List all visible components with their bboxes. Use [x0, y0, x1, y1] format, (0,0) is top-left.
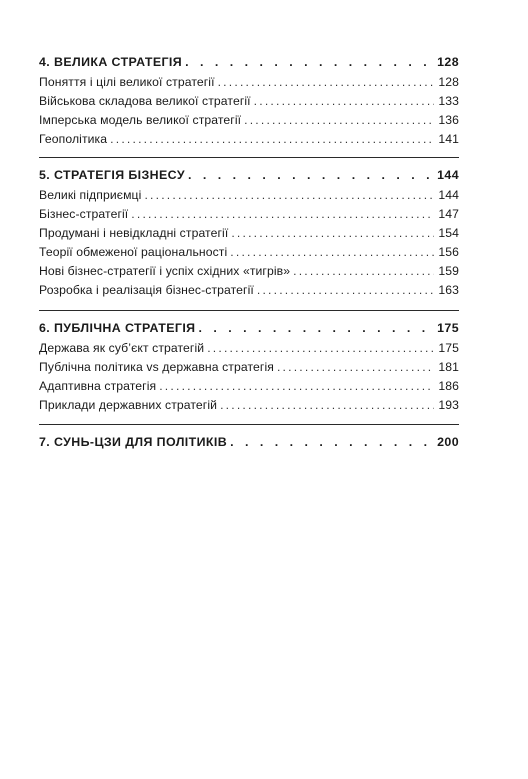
dot-leader [277, 358, 434, 377]
section-title: 4. ВЕЛИКА СТРАТЕГІЯ [39, 55, 183, 69]
entry-title: Приклади державних стратегій [39, 398, 218, 412]
entry-title: Публічна політика vs державна стратегія [39, 360, 274, 374]
entry-title: Теорії обмеженої раціональності [39, 245, 228, 259]
toc-section-heading[interactable] [39, 432, 459, 452]
page-number: 193 [438, 398, 459, 412]
section-divider [39, 310, 459, 311]
toc-section-heading[interactable] [39, 52, 459, 72]
page-number: 141 [438, 132, 459, 146]
page-number: 147 [438, 207, 459, 221]
entry-title: Розробка і реалізація бізнес-стратегії [39, 283, 254, 297]
page-number: 154 [438, 226, 459, 240]
entry-title: Бізнес-стратегії [39, 207, 129, 221]
dot-leader [230, 432, 433, 452]
page-number: 144 [437, 168, 459, 182]
section-title: 7. СУНЬ-ЦЗИ ДЛЯ ПОЛІТИКІВ [39, 435, 228, 449]
toc-entry[interactable] [39, 111, 459, 130]
page-number: 156 [438, 245, 459, 259]
dot-leader [110, 130, 434, 149]
toc-section-heading[interactable] [39, 318, 459, 338]
entry-title: Військова складова великої стратегії [39, 94, 251, 108]
dot-leader [188, 165, 433, 185]
dot-leader [185, 52, 433, 72]
section-divider [39, 424, 459, 425]
toc-entry[interactable] [39, 281, 459, 300]
toc-section-4 [39, 52, 459, 149]
toc-entry[interactable] [39, 339, 459, 358]
toc-section-6 [39, 318, 459, 415]
page-number: 159 [438, 264, 459, 278]
page-number: 200 [437, 435, 459, 449]
toc-entry[interactable] [39, 396, 459, 415]
entry-title: Продумані і невідкладні стратегії [39, 226, 229, 240]
page-number: 181 [438, 360, 459, 374]
toc-entry[interactable] [39, 262, 459, 281]
dot-leader [220, 396, 434, 415]
toc-section-heading[interactable] [39, 165, 459, 185]
entry-title: Держава як суб’єкт стратегій [39, 341, 205, 355]
entry-title: Адаптивна стратегія [39, 379, 157, 393]
page-number: 163 [438, 283, 459, 297]
dot-leader [218, 73, 435, 92]
entry-title: Поняття і цілі великої стратегії [39, 75, 215, 89]
entry-title: Великі підприємці [39, 188, 142, 202]
dot-leader [159, 377, 434, 396]
dot-leader [144, 186, 434, 205]
dot-leader [254, 92, 435, 111]
toc-entry[interactable] [39, 73, 459, 92]
dot-leader [230, 243, 434, 262]
entry-title: Імперська модель великої стратегії [39, 113, 242, 127]
section-title: 5. СТРАТЕГІЯ БІЗНЕСУ [39, 168, 185, 182]
toc-entry[interactable] [39, 130, 459, 149]
dot-leader [244, 111, 434, 130]
section-title: 6. ПУБЛІЧНА СТРАТЕГІЯ [39, 321, 196, 335]
page-number: 128 [437, 55, 459, 69]
toc-section-5 [39, 165, 459, 300]
dot-leader [293, 262, 434, 281]
page-number: 128 [438, 75, 459, 89]
page-number: 144 [438, 188, 459, 202]
section-divider [39, 157, 459, 158]
page-number: 133 [438, 94, 459, 108]
toc-entry[interactable] [39, 377, 459, 396]
dot-leader [207, 339, 434, 358]
toc-entry[interactable] [39, 358, 459, 377]
page-number: 175 [437, 321, 459, 335]
dot-leader [231, 224, 434, 243]
entry-title: Геополітика [39, 132, 108, 146]
page-number: 136 [438, 113, 459, 127]
dot-leader [131, 205, 434, 224]
toc-section-7 [39, 432, 459, 453]
page-number: 175 [438, 341, 459, 355]
page-number: 186 [438, 379, 459, 393]
dot-leader [199, 318, 434, 338]
entry-title: Нові бізнес-стратегії і успіх східних «тигрів» [39, 264, 291, 278]
dot-leader [257, 281, 434, 300]
toc-entry[interactable] [39, 243, 459, 262]
toc-entry[interactable] [39, 205, 459, 224]
toc-entry[interactable] [39, 186, 459, 205]
toc-entry[interactable] [39, 92, 459, 111]
toc-entry[interactable] [39, 224, 459, 243]
